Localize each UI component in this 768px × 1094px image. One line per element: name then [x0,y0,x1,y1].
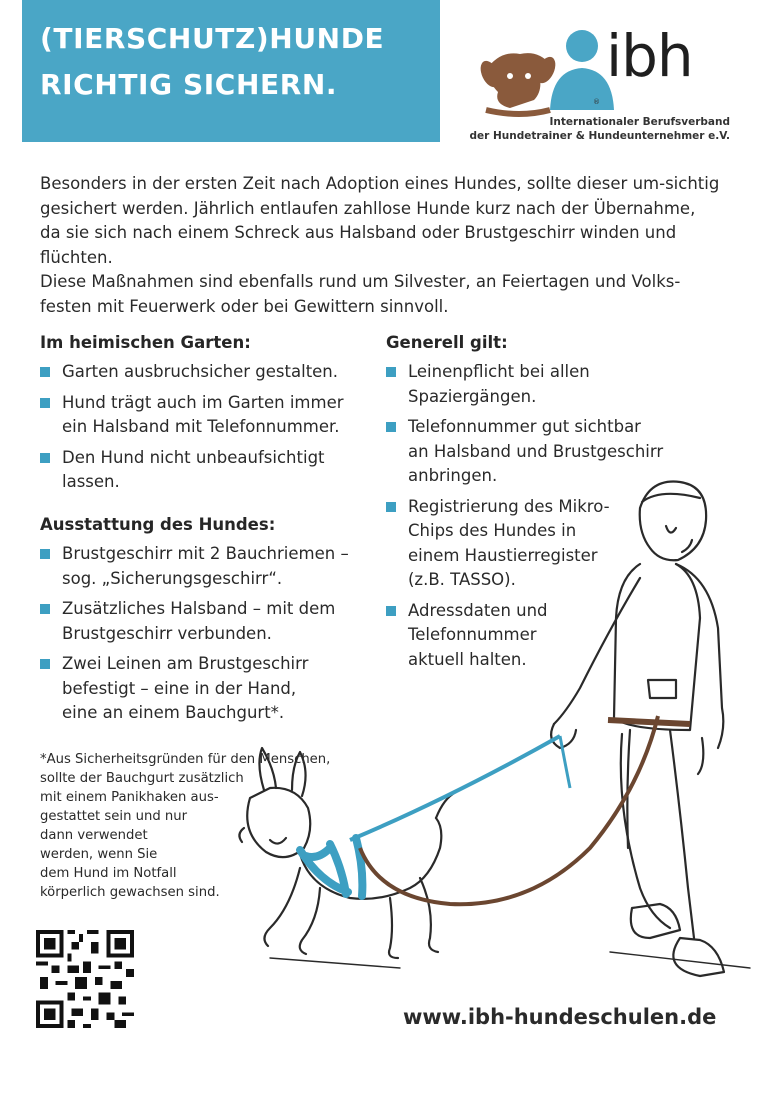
list-item: Adressdaten und Telefonnummer aktuell halten. [386,599,716,673]
list-item: Den Hund nicht unbeaufsichtigt lassen. [40,446,380,495]
belly-belt-icon [608,720,690,724]
list-item: Hund trägt auch im Garten immer ein Halsband mit Telefonnummer. [40,391,380,440]
person-body-icon [614,564,700,730]
garden-heading: Im heimischen Garten: [40,333,251,352]
person-walking-dog-illustration [230,468,768,1008]
general-heading: Generell gilt: [386,333,508,352]
logo-subtitle-line-1: Internationaler Berufsverband [549,116,730,128]
title-line-2: RICHTIG SICHERN. [40,68,338,101]
intro-paragraph-2: Diese Maßnahmen sind ebenfalls rund um Silvester, an Feiertagen und Volks-festen mit Feuerwerk oder bei Gewittern sinnvoll. [40,272,681,316]
logo-person-head-icon [566,30,598,62]
footnote: *Aus Sicherheitsgründen für den Menschen, sollte der Bauchgurt zusätzlich mit einem Panikhaken aus- gestattet sein und nur dann verwendet werden, wenn Sie dem Hund im Notfall körperlich gewachsen sind. [40,752,331,900]
title-line-1: (TIERSCHUTZ)HUNDE [40,22,385,55]
intro-paragraph-1: Besonders in der ersten Zeit nach Adoption eines Hundes, sollte dieser um-sichtig gesichert werden. Jährlich entlaufen zahllose Hunde kurz nach der Übernahme, da sie sich nach einem Schreck aus Halsband oder Brustgeschirr winden und flüchten. [40,174,720,267]
logo-subtitle-line-2: der Hundetrainer & Hundeunternehmer e.V. [469,130,730,142]
list-item: Zwei Leinen am Brustgeschirr befestigt – eine in der Hand, eine an einem Bauchgurt*. [40,652,380,726]
leash-blue-icon [350,736,560,840]
list-item: Zusätzliches Halsband – mit dem Brustgeschirr verbunden. [40,597,380,646]
list-item: Brustgeschirr mit 2 Bauchriemen – sog. „Sicherungsgeschirr“. [40,542,380,591]
svg-text:®: ® [593,98,600,106]
logo-text: ibh [606,22,693,90]
equipment-heading: Ausstattung des Hundes: [40,515,276,534]
logo-person-body-icon [550,68,614,110]
list-item: Telefonnummer gut sichtbar an Halsband und Brustgeschirr anbringen. [386,415,716,489]
website-link[interactable]: www.ibh-hundeschulen.de [403,1005,717,1029]
intro-text [40,172,720,319]
leash-brown-icon [360,716,658,904]
qr-code-icon[interactable] [36,930,134,1028]
list-item: Leinenpflicht bei allen Spaziergängen. [386,360,716,409]
list-item: Registrierung des Mikro- Chips des Hundes in einem Haustierregister (z.B. TASSO). [386,495,716,593]
list-item: Garten ausbruchsicher gestalten. [40,360,380,385]
